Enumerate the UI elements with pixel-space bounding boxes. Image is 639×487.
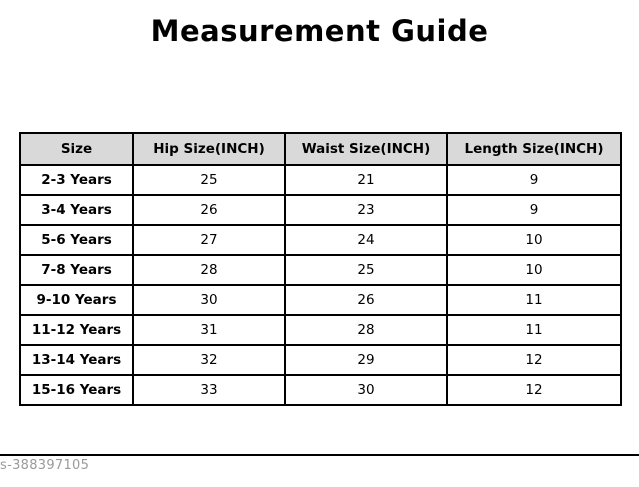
cell-waist: 24 <box>285 225 447 255</box>
cell-hip: 26 <box>133 195 285 225</box>
column-header-waist-size: Waist Size(INCH) <box>285 133 447 165</box>
cell-size: 11-12 Years <box>20 315 133 345</box>
cell-waist: 26 <box>285 285 447 315</box>
cell-waist: 29 <box>285 345 447 375</box>
cell-waist: 28 <box>285 315 447 345</box>
cell-waist: 21 <box>285 165 447 195</box>
cell-hip: 33 <box>133 375 285 405</box>
table-row <box>20 375 621 405</box>
measurement-guide-page <box>0 14 639 487</box>
cell-waist: 30 <box>285 375 447 405</box>
footer-divider <box>0 454 639 456</box>
cell-size: 9-10 Years <box>20 285 133 315</box>
table-row <box>20 195 621 225</box>
cell-length: 10 <box>447 225 621 255</box>
cell-size: 7-8 Years <box>20 255 133 285</box>
cell-size: 15-16 Years <box>20 375 133 405</box>
cell-hip: 30 <box>133 285 285 315</box>
cell-length: 9 <box>447 195 621 225</box>
size-chart-table <box>19 132 622 406</box>
cell-length: 12 <box>447 375 621 405</box>
size-chart-container <box>19 132 620 406</box>
column-header-length-size: Length Size(INCH) <box>447 133 621 165</box>
cell-size: 13-14 Years <box>20 345 133 375</box>
cell-length: 11 <box>447 315 621 345</box>
column-header-size: Size <box>20 133 133 165</box>
table-row <box>20 285 621 315</box>
table-header-row <box>20 133 621 165</box>
table-header <box>20 133 621 165</box>
table-row <box>20 345 621 375</box>
watermark-text: s-388397105 <box>0 458 90 473</box>
cell-waist: 23 <box>285 195 447 225</box>
cell-hip: 25 <box>133 165 285 195</box>
table-row <box>20 255 621 285</box>
cell-size: 3-4 Years <box>20 195 133 225</box>
cell-length: 12 <box>447 345 621 375</box>
page-title: Measurement Guide <box>150 14 489 48</box>
cell-hip: 28 <box>133 255 285 285</box>
cell-size: 2-3 Years <box>20 165 133 195</box>
column-header-hip-size: Hip Size(INCH) <box>133 133 285 165</box>
cell-length: 11 <box>447 285 621 315</box>
table-row <box>20 225 621 255</box>
table-body <box>20 165 621 405</box>
cell-hip: 32 <box>133 345 285 375</box>
table-row <box>20 315 621 345</box>
cell-length: 9 <box>447 165 621 195</box>
cell-length: 10 <box>447 255 621 285</box>
table-row <box>20 165 621 195</box>
cell-waist: 25 <box>285 255 447 285</box>
cell-size: 5-6 Years <box>20 225 133 255</box>
cell-hip: 27 <box>133 225 285 255</box>
cell-hip: 31 <box>133 315 285 345</box>
